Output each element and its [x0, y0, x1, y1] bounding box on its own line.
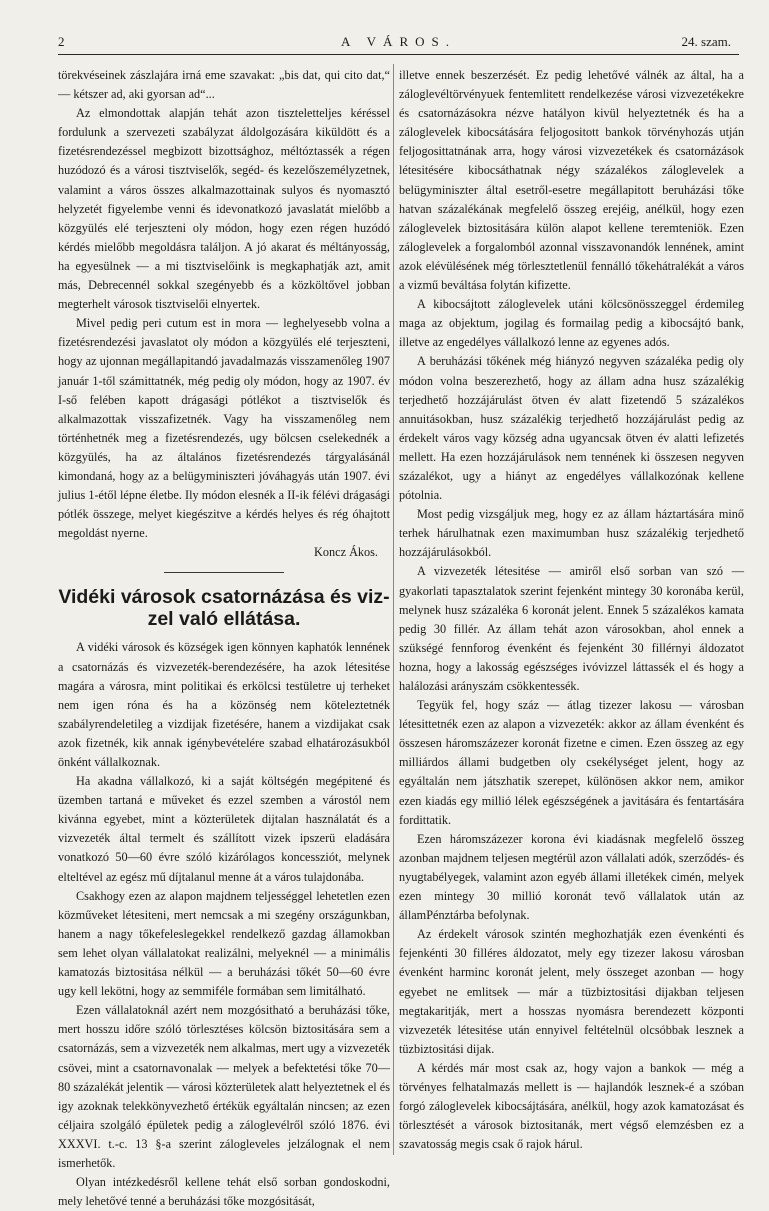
paragraph: Most pedig vizsgáljuk meg, hogy ez az állam háztartására minő terhek hárulhatnak ezen maximumban husz százalékig terjedhető hozzájárulásokból. [399, 507, 744, 560]
signature-name: Koncz Ákos. [314, 545, 378, 560]
publication-title: A VÁROS. [340, 34, 456, 49]
paragraph: A beruházási tőkének még hiányzó negyven százaléka pedig oly módon volna beszerezhető, hogy az állam adna husz százalékig terjedhető hozzájárulást ötven év alatt fizetendő 5 százalékos annuitásokban, husz százalékig terjedhető hozzájárulást pedig az érdekelt város vagy község adna ugyancsak ötven év alatti lefizetés mellett. Ha ezen hozzájárulások nem tennének ki összesen negyven százalékot, ugy a hiányt az engedélyes vállalkozónak kellene pótolnia. [399, 354, 744, 503]
headline-line: Vidéki városok csatornázása és viz- [58, 586, 390, 609]
article-signature [58, 543, 390, 562]
paragraph: Tegyük fel, hogy száz — átlag tizezer lakosu — városban létesittetnék ezen az alapon a vizvezeték: akkor az állam évenként és összesen háromszázezer koronát fizetne e cimen. Ezen összeg az egy milliárdos állami budgetben oly csekélységet jelent, hogy az egyáltalán nem játszhatik szerepet, különösen akkor nem, amikor ezen kiadás egy millió lélek egészségének a javitására és fentartására fordittatik. [399, 698, 744, 827]
issue-number: 24. szam. [681, 34, 731, 49]
right-column [399, 66, 744, 1159]
paragraph: Ezen vállalatoknál azért nem mozgósitható a beruházási tőke, mert hosszu időre szóló törlesztéses kölcsön biztositására sem a csatornázás, sem a vizvezeték nem alkalmas, mert ugy a vizvezeték csövei, mint a csatornavonalak — melyek a befektetési tőke 70—80 százalékát jelentik — városi közterületek alatt helyeztetnek el és igy azoknak telekkönyvezhető értékük egyáltalán nincsen; az ezen céljaira szolgáló épületek pedig a záloglevélről szóló 1876. évi XXXVI. t.-c. 13 §-a szerint zálogleveles jelzálognak el nem ismerhetők. [58, 1003, 390, 1170]
paragraph: A kibocsájtott záloglevelek utáni kölcsönösszeggel érdemileg maga az objektum, jogilag és formailag pedig a kibocsájtó bank, illetve az engedélyes vállalkozó lenne az egyenes adós. [399, 297, 744, 350]
page-number: 2 [58, 34, 65, 49]
paragraph: illetve ennek beszerzését. Ez pedig lehetővé válnék az által, ha a záloglevéltörvényuek fentemlitett rendelkezése városi vizvezetékekre és csatornázásokra nézve hatályon kivül helyeztetnék és ha a záloglevelek kibocsátására feljogositott bankok törvényhozás utján feljogosittatnának arra, hogy városi vizvezetékek és csatornázások létesitésére kibocsáthatnak négy százalékos záloglevelek a belügyminiszter által esetről-esetre megállapitott beruházási tőke hatvan százalékának megfelelő összeg erejéig, anélkül, hogy ezen záloglevelek biztositására külön alapot kellene teremteniök. Ezen záloglevelek a forgalomból azonnal visszavonandók lennének, amint azok elévülésének még törlesztetlenül fennálló tőkehátralékát a város a vizmű beváltása folytán kifizette. [399, 68, 744, 293]
headline-line: zel való ellátása. [147, 608, 301, 631]
column-divider [393, 64, 394, 1155]
article-separator [164, 572, 284, 573]
paragraph: Ha akadna vállalkozó, ki a saját költségén megépitené és üzemben tartaná e műveket és ezzel szemben a várostól nem kivánna egyebet, mint a közterületek dijtalan használatát és a vizvezeték által termelt és szállított vizek ipszerü eladására vonatkozó 50—60 évre szóló kizárólagos koncessziót, melynek elteltével az egész mű díjtalanul menne át a város tulajdonába. [58, 774, 390, 884]
paragraph: Az elmondottak alapján tehát azon tiszteletteljes kéréssel fordulunk a szervezeti szabályzat áldolgozására kiküldött és a fizetésrendezéssel megbizott bizottsághoz, méltóztassék a régen huzódozó és a városi tisztviselők, segéd- és kezelőszemélyzetnek, valamint a város összes alkalmazottainak sulyos és nyomasztó helyzetét figyelembe venni és idevonatkozó javaslatát mielőbb a közgyülés elé terjeszteni oly módon, hogy ezen régen huzódó kérdés mielőbb megoldásra találjon. A jó akarat és méltányosság, ha egyesülnek — a mi tisztviselőink is megkaphatják azt, amit más, Debrecennél sokkal szegényebb és a közköltővel jobban megterhelt városok tisztviselői elnyertek. [58, 106, 390, 312]
paragraph: Ezen háromszázezer korona évi kiadásnak megfelelő összeg azonban majdnem teljesen megtérül azon vállalati adók, szerződés- és nyugtabélyegek, valamint azon egyéb állami illetékek cimén, melyek ezen mintegy 30 millió koronát tevő vállalatok után az államPénztárba befolynak. [399, 831, 744, 923]
paragraph: Olyan intézkedésről kellene tehát első sorban gondoskodni, mely lehetővé tenné a beruházási tőke mozgósitását, [58, 1175, 390, 1209]
article-headline [58, 586, 390, 630]
page-header [58, 32, 739, 55]
paragraph: Mivel pedig peri cutum est in mora — leghelyesebb volna a fizetésrendezési javaslatot oly módon a közgyülés elé terjeszteni, hogy az ujonnan megállapitandó javadalmazás visszamenőleg 1907 január 1-től számittatnék, még pedig oly módon, hogy az 1907. év I-ső felében kapott drágasági pótlékot a tisztviselők és alkalmazottak visszafizetnék. Vagy ha visszamenőleg nem történhetnék meg a fizetésrendezés, ugy bölcsen cselekednék a közgyülés, ha az általános fizetésrendezés tárgyalásánál kimondaná, hogy az a belügyminiszteri jóváhagyás után 1907. évi julius 1-étől lépne életbe. Ily módon elesnék a II-ik félévi drágasági pótlék összege, melyet kiegészitve a kérdés helyes és rég óhajtott megoldást nyerne. [58, 316, 390, 541]
paragraph: A kérdés már most csak az, hogy vajon a bankok — még a törvényes felhatalmazás mellett is — hajlandók lesznek-é a szóban forgó záloglevelek kibocsájtására, anélkül, hogy azok kamatozásat és törlesztését a városok biztositanák, mert végső elemzésben ez a szavatosság megis csak ő rajok hárul. [399, 1060, 744, 1152]
paragraph: Csakhogy ezen az alapon majdnem teljességgel lehetetlen ezen közműveket létesiteni, mert nemcsak a mi szegény országunkban, hanem a nagy tőkefeleslegekkel rendelkező gazdag államokban sem lehet olyan vállalatokat realizálni, melyeknél — a minimális kamatozás biztositása nélkül — a beruházási tőkét 50—60 évre ugy kell lekötni, hogy az semmiféle formában sem limitálható. [58, 888, 390, 999]
paragraph: Az érdekelt városok szintén meghozhatják ezen évenkénti és fejenkénti 30 filléres áldozatot, mely egy tizezer lakosu városban évenként harminc koronát jelent, mely összeget azonban — hogy egyebet ne emlitsek — már a tüzbiztositási dijakban teljesen megtakaritják, mert a hosszas nyomásra berendezett központi vizvezeték létesitése után ennyivel feltételnül olcsóbbak lesznek a tüzbiztositási dijak. [399, 927, 744, 1056]
left-column [58, 66, 390, 1209]
paragraph: A vidéki városok és községek igen könnyen kaphatók lennének a csatornázás és vizvezeték-berendezésére, ha azok létesitése magára a városra, mint politikai és erkölcsi testületre uj terheket nem igen róna és ha a közönség nem köteleztetnék szabályrendeletileg a vizdijak fizetésére, hanem a vizdijakat csak azok fizetnék, kik annak igénybevételére szabad elhatározásukból önként vállalkoznak. [58, 640, 390, 769]
paragraph: törekvéseinek zászlajára irná eme szavakat: „bis dat, qui cito dat,“ — kétszer ad, aki gyorsan ad“... [58, 68, 390, 102]
paragraph: A vizvezeték létesitése — amiről első sorban van szó — gyakorlati tapasztalatok szerint fejenként mintegy 30 koronába kerül, melynek husz százaléka 6 koronát jelent. Ennek 5 százalékos kamata pedig 30 fillér. Az állam tehát azon városokban, ahol ennek a szükségé fennforog évenként és fejenként 30 fillérnyi áldozatot hozna, hogy a lakosság egészséges ivóvizzel láttassék el és hogy a halálozási arányszám csökkentessék. [399, 564, 744, 693]
